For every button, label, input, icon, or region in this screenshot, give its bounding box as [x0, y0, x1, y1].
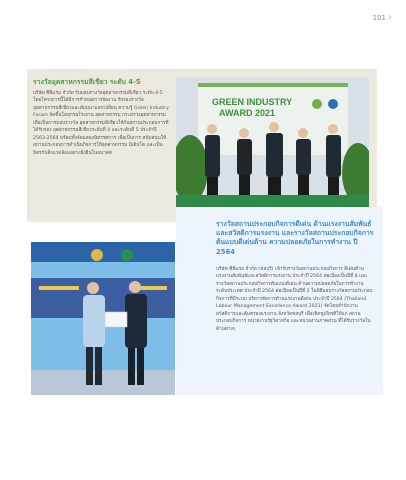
section2-body-text: บริษัท ซีพีแรม จำกัด (ชลบุรี) เข้ารับรางวัลสถานประกอบกิจการ ดีเด่นด้านแรงงานสัมพันธ์และสวัสดิการแรงงาน ประจำปี 2564 ต่อเนื่องเป็นปีที่ 8 และรางวัลสถานประกอบกิจการต้นแบบดีเด่น ด้านความปลอดภัยในการทำงาน ระดับประเทศ ประจำปี 2564 ต่อเนื่องเป็นปีที่ 2 ในพิธีมอบรางวัลสถานประกอบกิจการที่มีระบบ บริหารจัดการด้านแรงงานดีเด่น ประจำปี 2564 (Thailand Labour Management Excellence Award 2021) จัดโดยสำนักงาน สวัสดิการและคุ้มครองแรงงาน จังหวัดชลบุรี เพื่อเชิดชูเกียรติให้แก่ สถานประกอบกิจการ หน่วยงานรัฐวิสาหกิจ และหน่วยงานภาคส่วน ที่ได้รับรางวัลในด้านต่างๆ [216, 267, 373, 332]
page-number-text: 101 [372, 14, 386, 22]
award-banner-line1: GREEN INDUSTRY [212, 97, 293, 107]
chevron-right-icon: › [388, 12, 392, 23]
award-ceremony-illustration [176, 77, 369, 214]
section1-title: รางวัลอุตสาหกรรมสีเขียว ระดับ 4-5 [33, 78, 141, 86]
section2-title: รางวัลสถานประกอบกิจการดีเด่น ด้านแรงงานสัมพันธ์และสวัสดิการแรงงาน และรางวัลสถานประกอบกิจการต้นแบบดีเด่นด้าน ความปลอดภัยในการทำงาน ปี 2564 [216, 220, 374, 256]
green-industry-award-photo [176, 77, 369, 214]
award-banner-line2: AWARD 2021 [219, 108, 276, 118]
page-number [373, 12, 392, 23]
handover-ceremony-illustration [31, 242, 175, 395]
labour-award-photo [31, 242, 175, 395]
section1-body-text: บริษัท ซีพีแรม จำกัด รับมอบรางวัลอุตสาหกรรมสีเขียว ระดับ 4-5 โดยโครงการนี้ได้มีการกำหนดการจัดงาน รับรองรางวัลอุตสาหกรรมสีเขียวและสัมมนาแลกเปลี่ยน ความรู้ Green Industry Forum จัดขึ้นโดยกรมโรงงาน อุตสาหกรรม กระทรวงอุตสาหกรรม เพื่อเป็นการมอบรางวัล อุตสาหกรรมสีเขียวให้กับสถานประกอบการที่ได้รับรอง อุตสาหกรรมสีเขียวระดับที่ 4 และระดับที่ 5 ประจำปี 2563-2564 พร้อมทั้งจัดแสดงนิทรรศการ เพื่อเป็นการ สนับสนุนให้สถานประกอบการดำเนินกิจการให้อุตสาหกรรม มีเติบโต และเป็นมิตรกับสิ่งแวดล้อมอย่างยั่งยืนในอนาคต [33, 91, 169, 156]
